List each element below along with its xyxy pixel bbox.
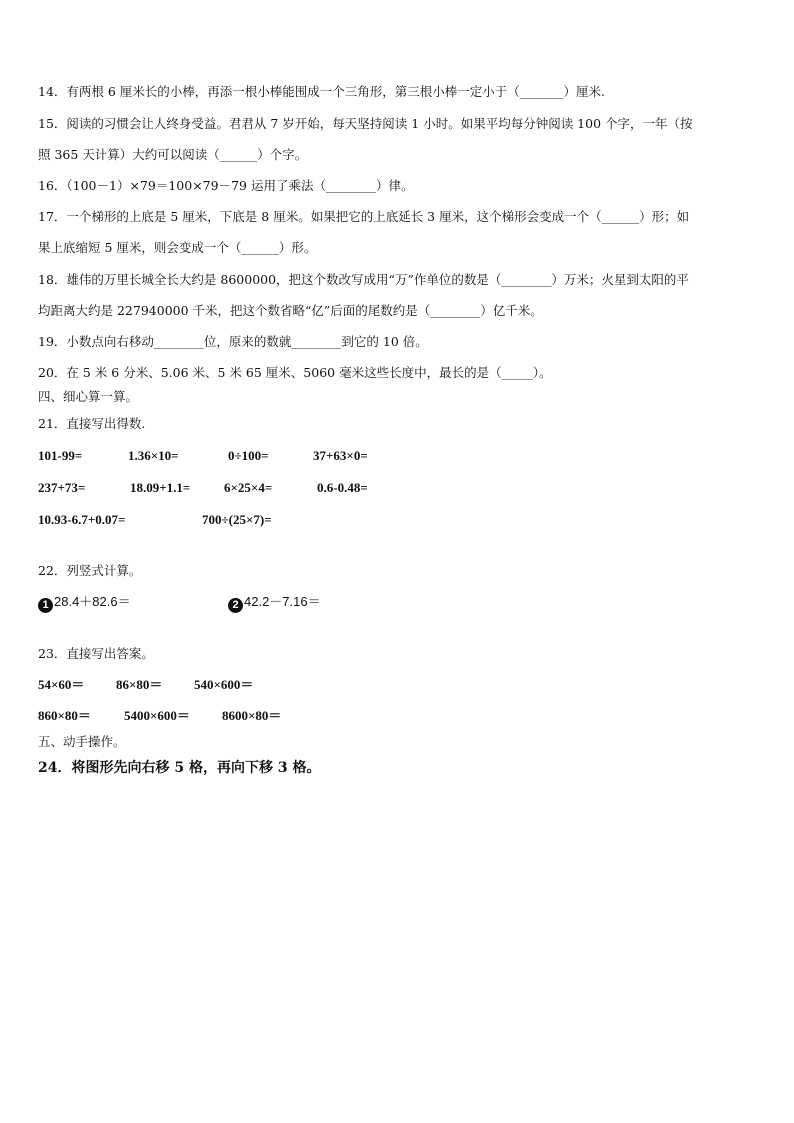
answer-item: 8600×80＝ — [222, 708, 282, 723]
question-23: 23．直接写出答案。 — [38, 646, 154, 661]
question-14: 14．有两根 6 厘米长的小棒，再添一根小棒能围成一个三角形，第三根小棒一定小于（_______）厘米. — [38, 84, 606, 99]
calc-item: 37+63×0= — [313, 448, 368, 463]
question-17-line-1: 17．一个梯形的上底是 5 厘米，下底是 8 厘米。如果把它的上底延长 3 厘米，这个梯形会变成一个（______）形；如 — [38, 209, 690, 224]
answer-item: 86×80＝ — [116, 677, 163, 692]
question-16: 16．（100－1）×79＝100×79－79 运用了乘法（________）律。 — [38, 178, 414, 193]
question-19: 19．小数点向右移动________位，原来的数就________到它的 10 倍。 — [38, 334, 428, 349]
question-24: 24．将图形先向右移 5 格，再向下移 3 格。 — [38, 760, 321, 776]
calc-item: 0.6-0.48= — [317, 480, 368, 495]
calc-item: 6×25×4= — [224, 480, 273, 495]
vertical-calc-expr: 28.4＋82.6＝ — [54, 594, 131, 609]
vertical-calc-1 — [38, 594, 131, 613]
answer-item: 5400×600＝ — [124, 708, 190, 723]
calc-item: 101-99= — [38, 448, 83, 463]
calc-item: 237+73= — [38, 480, 86, 495]
calc-item: 0÷100= — [228, 448, 269, 463]
answer-item: 540×600＝ — [194, 677, 254, 692]
answer-item: 860×80＝ — [38, 708, 91, 723]
question-17-line-2: 果上底缩短 5 厘米，则会变成一个（______）形。 — [38, 240, 317, 255]
section-5-heading: 五、动手操作。 — [38, 734, 126, 749]
question-15-line-1: 15．阅读的习惯会让人终身受益。君君从 7 岁开始，每天坚持阅读 1 小时。如果平均每分钟阅读 100 个字，一年（按 — [38, 116, 693, 131]
answer-item: 54×60＝ — [38, 677, 85, 692]
question-15-line-2: 照 365 天计算）大约可以阅读（______）个字。 — [38, 147, 308, 162]
calc-item: 700÷(25×7)= — [202, 512, 272, 527]
section-4-heading: 四、细心算一算。 — [38, 389, 139, 404]
vertical-calc-2 — [228, 594, 321, 613]
question-18-line-1: 18．雄伟的万里长城全长大约是 8600000，把这个数改写成用“万”作单位的数是（________）万米；火星到太阳的平 — [38, 272, 689, 287]
question-22: 22．列竖式计算。 — [38, 563, 142, 578]
calc-item: 18.09+1.1= — [130, 480, 191, 495]
calc-item: 1.36×10= — [128, 448, 179, 463]
question-20: 20．在 5 米 6 分米、5.06 米、5 米 65 厘米、5060 毫米这些长度中，最长的是（_____）。 — [38, 365, 552, 380]
vertical-calc-expr: 42.2－7.16＝ — [244, 594, 321, 609]
circled-number: 1 — [38, 598, 53, 613]
circled-number: 2 — [228, 598, 243, 613]
question-21: 21．直接写出得数. — [38, 416, 146, 431]
calc-item: 10.93-6.7+0.07= — [38, 512, 126, 527]
question-18-line-2: 均距离大约是 227940000 千米，把这个数省略“亿”后面的尾数约是（________）亿千米。 — [38, 303, 543, 318]
